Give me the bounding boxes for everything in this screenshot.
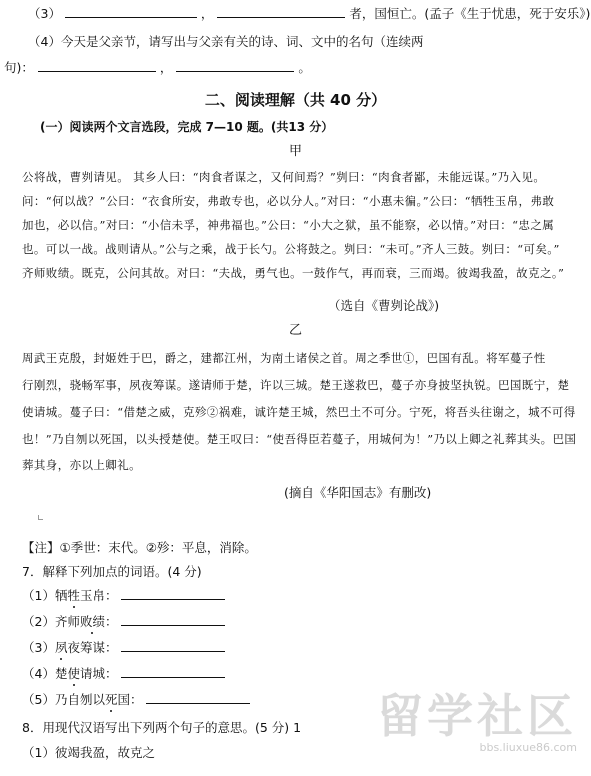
- q7-item-text: 国：: [117, 692, 143, 707]
- section-title: 二、阅读理解（共 40 分）: [204, 91, 387, 109]
- passage-yi-line: 也！”乃自刎以死国，以头授楚使。楚王叹曰：“使吾得臣若蔓子，用城何为！”乃以上卿之礼葬其头。巴国: [22, 432, 577, 446]
- passage-yi-line: 周武王克殷，封姬姓于巴，爵之，建都江州，为南土诸侯之首。周之季世①，巴国有乱。将军蔓子性: [22, 351, 546, 365]
- q7-answer-blank[interactable]: [146, 691, 250, 704]
- sub-title: (一）阅读两个文言选段，完成 7—10 题。(共13 分）: [40, 120, 334, 134]
- q4-line-1: （4）今天是父亲节，请写出与父亲有关的诗、词、文中的名句（连续两: [28, 34, 424, 49]
- q7-item-5: [22, 691, 250, 708]
- q4-comma: ，: [159, 60, 173, 75]
- q7-item-number: （3）: [22, 640, 55, 655]
- q7-item-text: 齐师: [54, 614, 80, 629]
- passage-yi-line: 葬其身，亦以上卿礼。: [22, 458, 141, 472]
- watermark-logo: [377, 689, 577, 754]
- q7-item-text: 请城：: [79, 666, 118, 681]
- passage-jia-line: 加也，必以信。”对曰：“小信未孚，神弗福也。”公曰：“小大之狱，虽不能察，必以情。”对曰：“忠之属: [22, 218, 555, 232]
- q7-item-number: （5）: [22, 692, 55, 707]
- q7-item-text: 乃自刎以: [54, 692, 105, 707]
- q3-line: [28, 5, 590, 22]
- q7-dotted-word: 死: [104, 692, 118, 707]
- passage-jia-line: 也。可以一战。战则请从。”公与之乘，战于长勺。公将鼓之。刿曰：“未可。”齐人三鼓。刿曰：“可矣。”: [22, 242, 560, 256]
- q4-prefix: 句)：: [4, 60, 34, 75]
- q7-item-1: [22, 587, 225, 604]
- q7-dotted-word: 夙: [54, 640, 68, 655]
- q7-item-text: ：: [104, 614, 118, 629]
- passage-yi-line: 行刚烈，骁畅军事，夙夜筹谋。遂请师于楚，许以三城。楚王遂救巴，蔓子亦身披坚执锐。巴国既宁，楚: [22, 378, 570, 392]
- q3-comma: ，: [200, 6, 214, 21]
- annotation-note: 【注】①季世：末代。②殄：平息，消除。: [22, 540, 257, 555]
- q7-title: 7．解释下列加点的词语。(4 分): [22, 564, 202, 579]
- q7-item-3: [22, 639, 225, 656]
- q7-item-number: （4）: [22, 666, 55, 681]
- passage-jia-line: 齐师败绩。既克，公问其故。对曰：“夫战，勇气也。一鼓作气，再而衰，三而竭。彼竭我盈，故克之。”: [22, 266, 565, 280]
- passage-jia-line: 问：“何以战？”公曰：“衣食所安，弗敢专也，必以分人。”对曰：“小惠未徧。”公曰：“牺牲玉帛，弗敢: [22, 194, 555, 208]
- q8-title: 8．用现代汉语写出下列两个句子的意思。(5 分) 1: [22, 720, 302, 735]
- passage-yi-line: 使请城。蔓子曰：“借楚之威，克殄②祸难，诚许楚王城，然巴土不可分。宁死，将吾头往谢之，城不可得: [22, 405, 576, 419]
- q7-item-text: 玉帛：: [79, 588, 118, 603]
- q3-suffix: 者，国恒亡。(孟子《生于忧患，死于安乐》): [349, 6, 591, 21]
- q7-item-text: 楚: [54, 666, 68, 681]
- watermark-url: bbs.liuxue86.com: [479, 741, 577, 754]
- passage-jia-label: 甲: [288, 144, 302, 159]
- q4-line-2: [4, 59, 311, 76]
- q7-item-4: [22, 665, 225, 682]
- q7-item-number: （2）: [22, 614, 55, 629]
- q7-dotted-word: 使: [67, 666, 80, 681]
- watermark-title: 留学社区: [377, 689, 577, 743]
- passage-jia-source: （选自《曹刿论战》): [328, 298, 440, 313]
- passage-yi-label: 乙: [288, 323, 302, 338]
- q7-answer-blank[interactable]: [121, 639, 225, 652]
- q7-answer-blank[interactable]: [121, 665, 225, 678]
- q3-number: （3）: [28, 6, 61, 21]
- q7-answer-blank[interactable]: [121, 613, 225, 626]
- q7-item-text: 牺: [54, 588, 68, 603]
- q3-answer-blank-2[interactable]: [217, 5, 345, 18]
- q4-answer-blank-1[interactable]: [38, 59, 156, 72]
- q7-item-number: （1）: [22, 588, 55, 603]
- q4-answer-blank-2[interactable]: [176, 59, 294, 72]
- passage-jia-line: 公将战，曹刿请见。 其乡人曰：“肉食者谋之，又何间焉？”刿曰：“肉食者鄙，未能远谋。”乃入见。: [22, 170, 546, 184]
- q7-dotted-word: 败绩: [79, 614, 105, 629]
- q8-item-1: （1）彼竭我盈，故克之: [22, 745, 155, 760]
- q7-answer-blank[interactable]: [121, 587, 225, 600]
- passage-yi-source: (摘自《华阳国志》有删改): [284, 485, 432, 500]
- paragraph-mark: [38, 515, 43, 520]
- q3-answer-blank-1[interactable]: [65, 5, 197, 18]
- q7-item-text: 夜筹谋：: [67, 640, 118, 655]
- q7-item-2: [22, 613, 225, 630]
- q7-dotted-word: 牲: [67, 588, 80, 603]
- q4-end: 。: [298, 60, 311, 75]
